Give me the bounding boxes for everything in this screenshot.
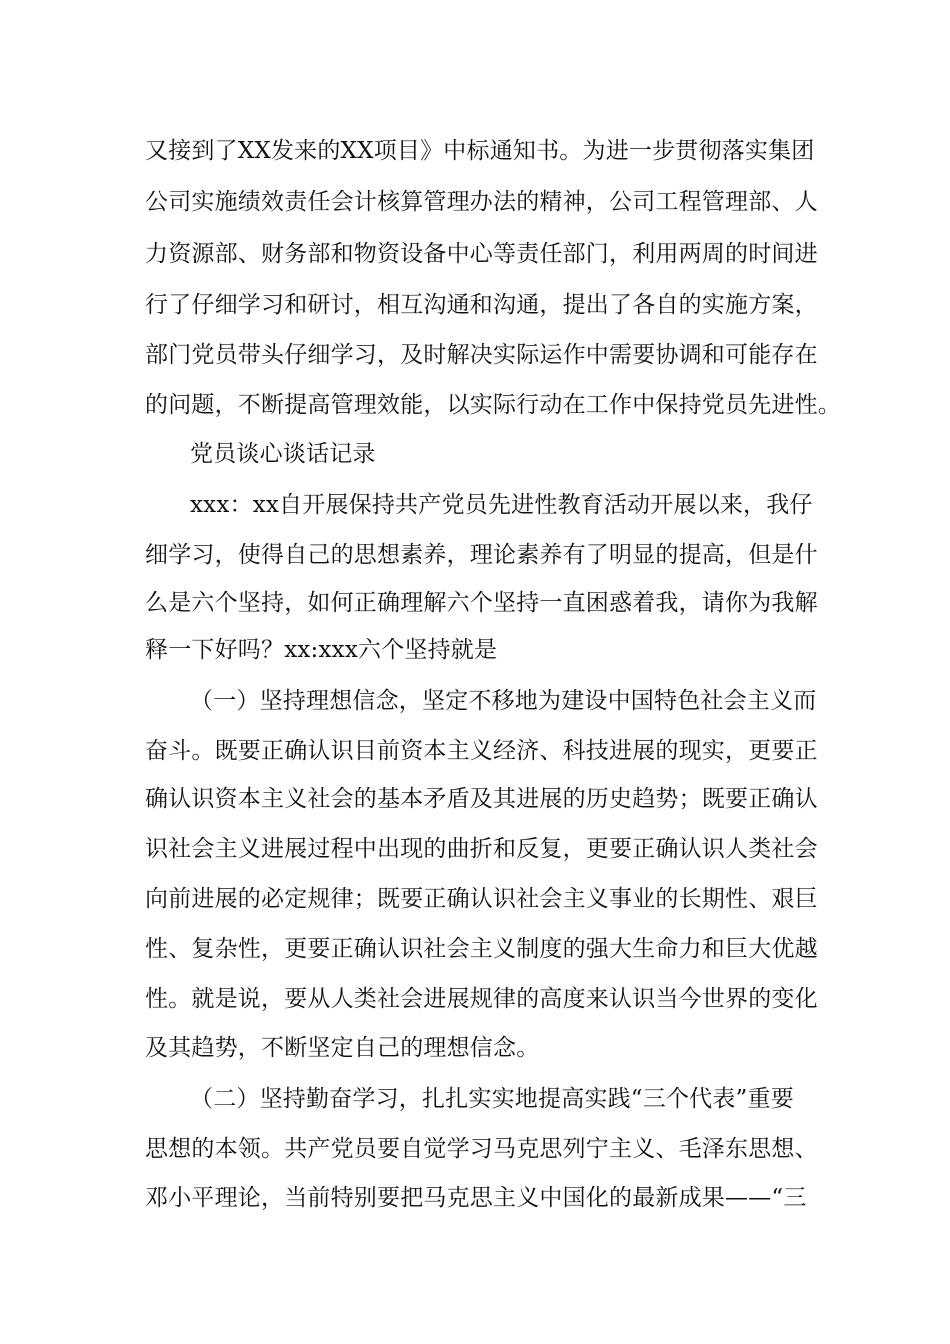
text-line: 么是六个坚持，如何正确理解六个坚持一直困惑着我，请你为我解 bbox=[145, 590, 818, 616]
text-line: 奋斗。既要正确认识目前资本主义经济、科技进展的现实，更要正 bbox=[145, 738, 818, 764]
text-line: 确认识资本主义社会的基本矛盾及其进展的历史趋势；既要正确认 bbox=[145, 786, 818, 812]
text-line: 性、复杂性，更要正确认识社会主义制度的强大生命力和巨大优越 bbox=[145, 936, 818, 962]
text-line: 公司实施绩效责任会计核算管理办法的精神，公司工程管理部、人 bbox=[145, 189, 818, 215]
text-line: 的问题，不断提高管理效能，以实际行动在工作中保持党员先进性。 bbox=[145, 392, 841, 418]
text-line: 行了仔细学习和研讨，相互沟通和沟通，提出了各自的实施方案， bbox=[145, 292, 818, 318]
text-line: 及其趋势，不断坚定自己的理想信念。 bbox=[145, 1035, 540, 1061]
text-line: 邓小平理论，当前特别要把马克思主义中国化的最新成果——“三 bbox=[145, 1185, 807, 1211]
text-line: 思想的本领。共产党员要自觉学习马克思列宁主义、毛泽东思想、 bbox=[145, 1136, 818, 1162]
text-line: 识社会主义进展过程中出现的曲折和反复，更要正确认识人类社会 bbox=[145, 836, 818, 862]
text-line: 力资源部、财务部和物资设备中心等责任部门，利用两周的时间进 bbox=[145, 241, 818, 267]
text-line: xxx：xx自开展保持共产党员先进性教育活动开展以来，我仔 bbox=[190, 492, 813, 518]
text-line: 细学习，使得自己的思想素养，理论素养有了明显的提高，但是什 bbox=[145, 542, 818, 568]
text-line: 释一下好吗？xx:xxx六个坚持就是 bbox=[145, 637, 498, 663]
text-line: 性。就是说，要从人类社会进展规律的高度来认识当今世界的变化 bbox=[145, 986, 818, 1012]
text-line: 又接到了XX发来的XX项目》中标通知书。为进一步贯彻落实集团 bbox=[145, 138, 815, 164]
text-line: （一）坚持理想信念，坚定不移地为建设中国特色社会主义而 bbox=[190, 688, 817, 714]
text-line: 向前进展的必定规律；既要正确认识社会主义事业的长期性、艰巨 bbox=[145, 886, 818, 912]
section-heading: 党员谈心谈话记录 bbox=[190, 441, 376, 467]
text-line: 部门党员带头仔细学习，及时解决实际运作中需要协调和可能存在 bbox=[145, 342, 818, 368]
text-line: （二）坚持勤奋学习，扎扎实实地提高实践“三个代表”重要 bbox=[190, 1086, 794, 1112]
